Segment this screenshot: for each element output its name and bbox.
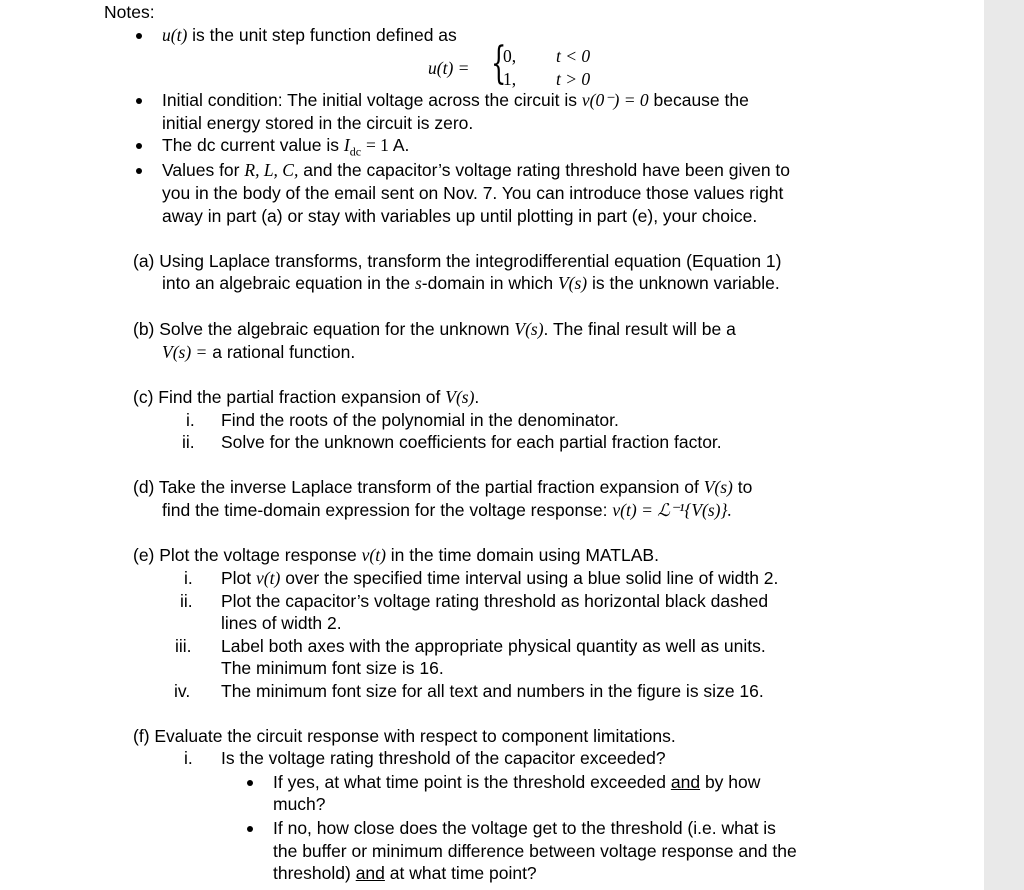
- part-f-yes-line-2: much?: [273, 794, 326, 814]
- part-a-text-2: -domain in which: [421, 273, 554, 293]
- part-a-math-s: s: [414, 273, 422, 293]
- part-e-line-1: [133, 544, 659, 566]
- part-c-i-text: Find the roots of the polynomial in the denominator.: [221, 410, 619, 430]
- part-c-ii-text: Solve for the unknown coefficients for each partial fraction factor.: [221, 432, 722, 452]
- part-b-text-1: (b) Solve the algebraic equation for the unknown: [133, 319, 510, 339]
- step-intro-text: is the unit step function defined as: [192, 25, 457, 45]
- part-e-iii-text-2: The minimum font size is 16.: [221, 658, 444, 678]
- f-no-text-1: threshold): [273, 863, 351, 883]
- part-d-line-2: [162, 499, 732, 521]
- part-e-ii-text-1: Plot the capacitor’s voltage rating threshold as horizontal black dashed: [221, 591, 769, 611]
- part-c-math: V(s): [445, 387, 475, 407]
- part-e-ii-text-2: lines of width 2.: [221, 613, 342, 633]
- initial-condition-line-1: [162, 89, 749, 111]
- step-fn-symbol: u(t): [162, 25, 188, 45]
- part-c-line-1: [133, 386, 479, 408]
- part-d-math-2: v(t) = ℒ⁻¹{V(s)}.: [612, 500, 732, 520]
- part-f-line-1: (f) Evaluate the circuit response with respect to component limitations.: [133, 726, 676, 746]
- part-a-math-V: V(s): [557, 273, 588, 293]
- part-a-line-2: [162, 272, 780, 294]
- vals-text-2: and the capacitor’s voltage rating threshold have been given to: [303, 160, 791, 180]
- bullet-dot: [136, 143, 142, 149]
- bullet-dot: [136, 98, 142, 104]
- bullet-dot: [136, 168, 142, 174]
- part-e-i-text-1: Plot: [221, 568, 252, 588]
- part-c-text-2: .: [474, 387, 480, 407]
- part-d-text-2: to: [737, 477, 753, 497]
- part-e-ii-number: ii.: [180, 591, 193, 611]
- part-f-no-line-3: [273, 862, 537, 884]
- dc-math-value: = 1: [365, 135, 389, 155]
- part-d-text-1: (d) Take the inverse Laplace transform of the partial fraction expansion of: [133, 477, 699, 497]
- part-d-line-1: [133, 476, 752, 498]
- f-yes-text-2: by how: [704, 772, 761, 792]
- part-b-text-3: a rational function.: [212, 342, 356, 362]
- part-f-no-line-2: the buffer or minimum difference between voltage response and the: [273, 841, 797, 861]
- part-e-i-text: [221, 567, 778, 589]
- piecewise-cond-2: t > 0: [556, 69, 591, 89]
- part-a-line-1: (a) Using Laplace transforms, transform the integrodifferential equation (Equation 1): [133, 251, 782, 271]
- ic-math: v(0⁻) = 0: [581, 90, 649, 110]
- bullet-dot: [247, 826, 253, 832]
- part-e-i-math: v(t): [256, 568, 281, 588]
- right-gutter: [984, 0, 1024, 890]
- part-d-math: V(s): [703, 477, 733, 497]
- vals-text-1: Values for: [162, 160, 240, 180]
- part-c-i-number: i.: [186, 410, 195, 430]
- part-e-text-1: (e) Plot the voltage response: [133, 545, 357, 565]
- values-line-1: [162, 159, 790, 181]
- part-e-iii-text-1: Label both axes with the appropriate physical quantity as well as units.: [221, 636, 766, 656]
- part-e-text-2: in the time domain using MATLAB.: [390, 545, 659, 565]
- part-d-text-3: find the time-domain expression for the voltage response:: [162, 500, 608, 520]
- part-c-text-1: (c) Find the partial fraction expansion of: [133, 387, 441, 407]
- dc-text: The dc current value is: [162, 135, 340, 155]
- part-f-i-text: Is the voltage rating threshold of the capacitor exceeded?: [221, 748, 666, 768]
- part-a-text-3: is the unknown variable.: [592, 273, 780, 293]
- part-a-text-1: into an algebraic equation in the: [162, 273, 411, 293]
- piecewise-lhs: u(t) =: [428, 58, 470, 78]
- dc-math-symbol: I: [343, 135, 350, 155]
- ic-text-2: because the: [653, 90, 749, 110]
- bullet-dot: [247, 780, 253, 786]
- values-line-3: away in part (a) or stay with variables up until plotting in part (e), your choice.: [162, 206, 758, 226]
- part-b-line-2: [162, 341, 355, 363]
- part-e-math: v(t): [361, 545, 386, 565]
- vals-math: R, L, C,: [244, 160, 299, 180]
- dc-unit: A.: [392, 135, 410, 155]
- part-f-no-line-1: If no, how close does the voltage get to the threshold (i.e. what is: [273, 818, 776, 838]
- part-f-i-number: i.: [184, 748, 193, 768]
- part-e-iv-number: iv.: [174, 681, 191, 701]
- part-f-yes-line-1: [273, 771, 760, 793]
- f-no-underline: and: [355, 863, 385, 883]
- step-function-line: [162, 24, 457, 46]
- part-b-text-2: . The final result will be a: [543, 319, 736, 339]
- part-c-ii-number: ii.: [182, 432, 195, 452]
- part-e-iii-number: iii.: [175, 636, 192, 656]
- initial-condition-line-2: initial energy stored in the circuit is zero.: [162, 113, 474, 133]
- f-no-text-2: at what time point?: [389, 863, 537, 883]
- part-b-math-2: V(s) =: [162, 342, 208, 362]
- ic-text-1: Initial condition: The initial voltage across the circuit is: [162, 90, 578, 110]
- notes-heading: Notes:: [104, 2, 155, 22]
- part-e-iv-text: The minimum font size for all text and numbers in the figure is size 16.: [221, 681, 764, 701]
- part-b-math: V(s): [514, 319, 544, 339]
- bullet-dot: [136, 33, 142, 39]
- f-yes-text-1: If yes, at what time point is the threshold exceeded: [273, 772, 666, 792]
- piecewise-value-2: 1,: [503, 69, 517, 89]
- piecewise-value-1: 0,: [503, 46, 517, 66]
- values-line-2: you in the body of the email sent on Nov. 7. You can introduce those values right: [162, 183, 784, 203]
- part-e-i-text-2: over the specified time interval using a blue solid line of width 2.: [285, 568, 779, 588]
- dc-math-subscript: dc: [349, 144, 362, 159]
- part-b-line-1: [133, 318, 736, 340]
- part-e-i-number: i.: [184, 568, 193, 588]
- piecewise-cond-1: t < 0: [556, 46, 591, 66]
- f-yes-underline: and: [670, 772, 701, 792]
- piecewise-brace: {: [491, 38, 507, 89]
